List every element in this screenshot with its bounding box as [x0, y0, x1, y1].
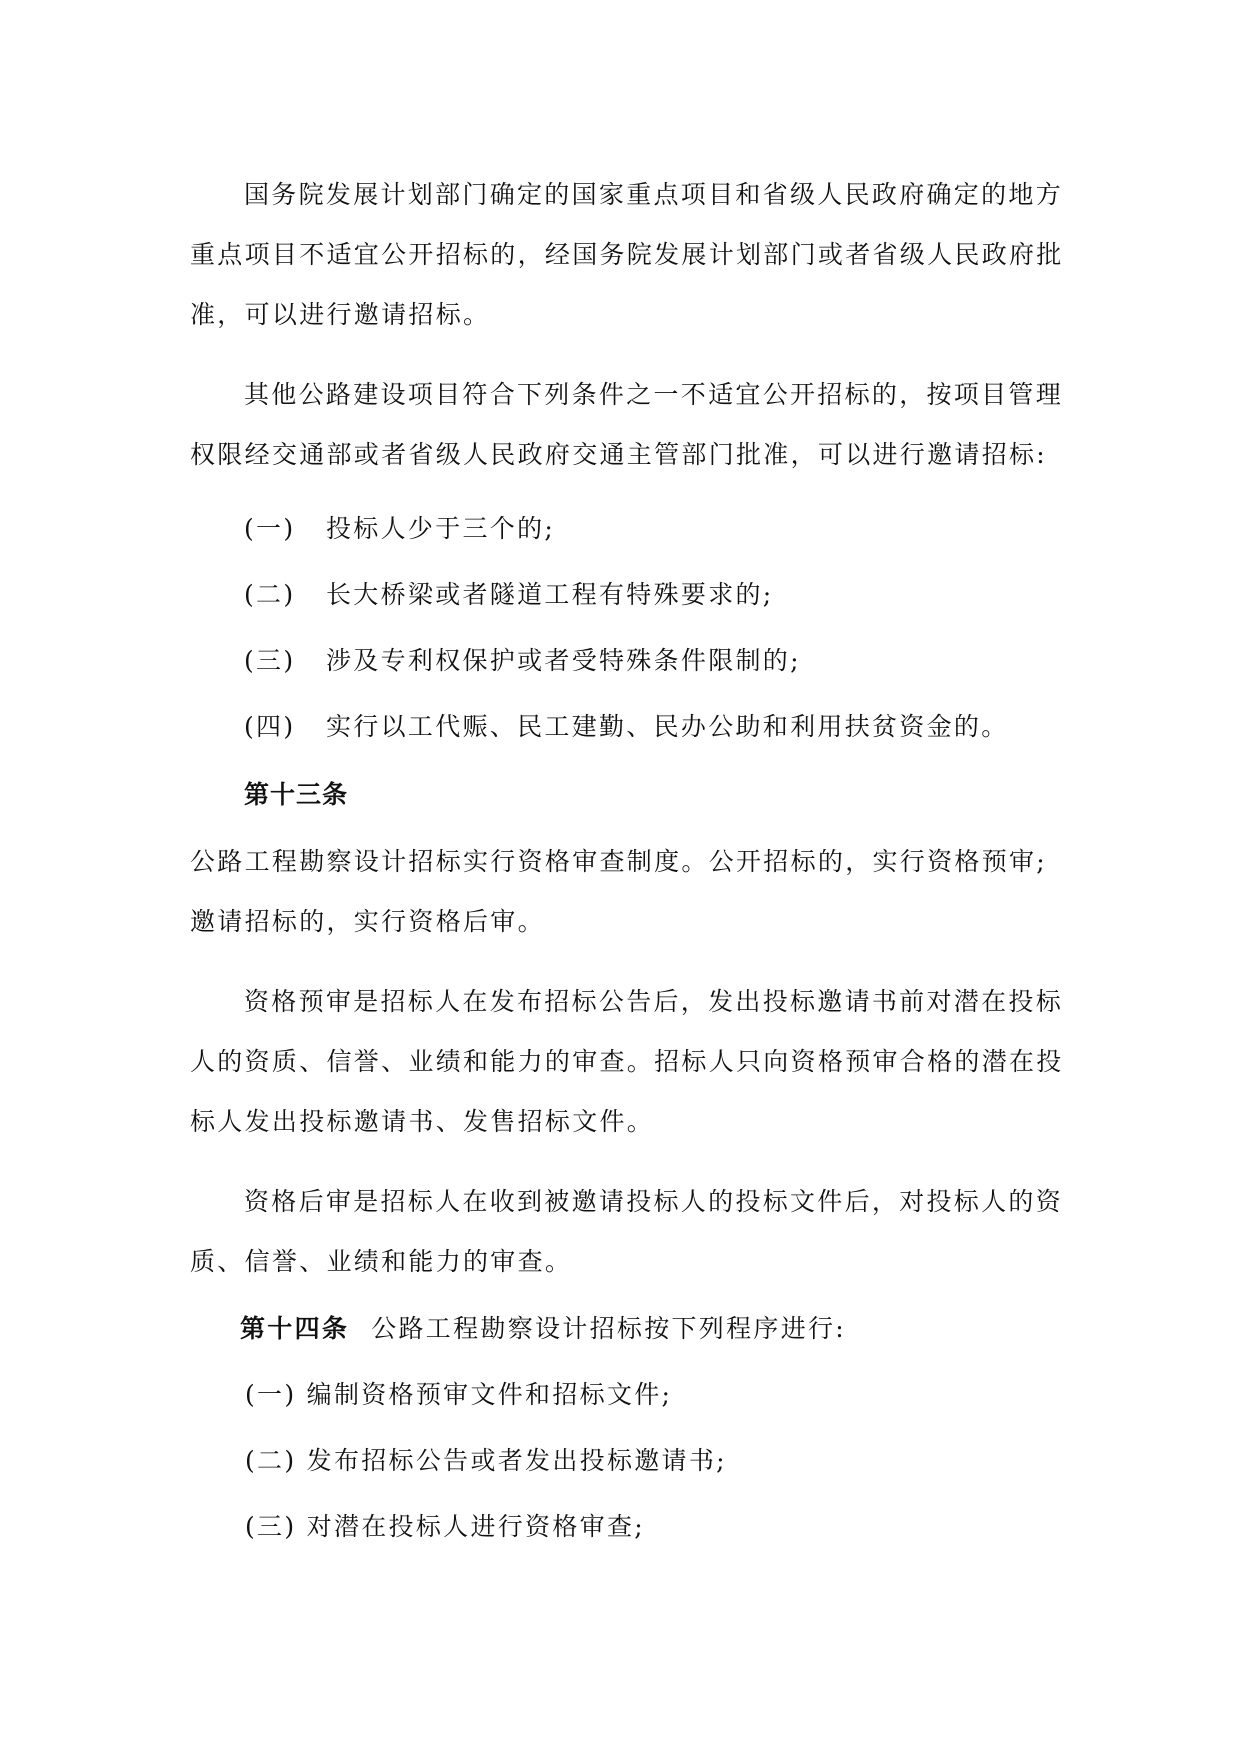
paragraph-line: 公路工程勘察设计招标实行资格审查制度。公开招标的，实行资格预审; — [190, 847, 1048, 876]
paragraph-line: 人的资质、信誉、业绩和能力的审查。招标人只向资格预审合格的潜在投 — [190, 1047, 1064, 1076]
procedure-item: (三) 对潜在投标人进行资格审查; — [245, 1512, 645, 1541]
list-item — [244, 644, 1064, 678]
article-paragraph — [240, 1312, 1060, 1346]
paragraph-line: 标人发出投标邀请书、发售招标文件。 — [190, 1107, 655, 1136]
article-text: 公路工程勘察设计招标按下列程序进行: — [371, 1314, 847, 1343]
procedure-item: (二) 发布招标公告或者发出投标邀请书; — [245, 1446, 727, 1475]
paragraph-line: 资格后审是招标人在收到被邀请投标人的投标文件后，对投标人的资 — [244, 1187, 1064, 1216]
list-item — [244, 512, 1064, 546]
article-heading: 第十四条 — [240, 1314, 350, 1343]
list-item-text: 投标人少于三个的; — [326, 514, 556, 543]
list-item-label: (三) — [244, 646, 296, 675]
list-item — [244, 710, 1064, 744]
list-item-label: (二) — [244, 580, 296, 609]
list-item-label: (四) — [244, 712, 296, 741]
paragraph-line: 其他公路建设项目符合下列条件之一不适宜公开招标的，按项目管理 — [244, 380, 1064, 409]
list-item-label: (一) — [244, 514, 296, 543]
paragraph-line: 邀请招标的，实行资格后审。 — [190, 907, 545, 936]
paragraph-line: 国务院发展计划部门确定的国家重点项目和省级人民政府确定的地方 — [244, 180, 1064, 209]
list-item-text: 涉及专利权保护或者受特殊条件限制的; — [326, 646, 801, 675]
article-heading: 第十三条 — [244, 780, 349, 809]
list-item-text: 实行以工代赈、民工建勤、民办公助和利用扶贫资金的。 — [326, 712, 1009, 741]
paragraph-line: 准，可以进行邀请招标。 — [190, 300, 491, 329]
procedure-item: (一) 编制资格预审文件和招标文件; — [245, 1380, 673, 1409]
list-item-text: 长大桥梁或者隧道工程有特殊要求的; — [326, 580, 774, 609]
paragraph-line: 权限经交通部或者省级人民政府交通主管部门批准，可以进行邀请招标: — [190, 440, 1048, 469]
paragraph-line: 重点项目不适宜公开招标的，经国务院发展计划部门或者省级人民政府批 — [190, 240, 1064, 269]
paragraph-line: 质、信誉、业绩和能力的审查。 — [190, 1247, 573, 1276]
list-item — [244, 578, 1064, 612]
paragraph-line: 资格预审是招标人在发布招标公告后，发出投标邀请书前对潜在投标 — [244, 987, 1064, 1016]
